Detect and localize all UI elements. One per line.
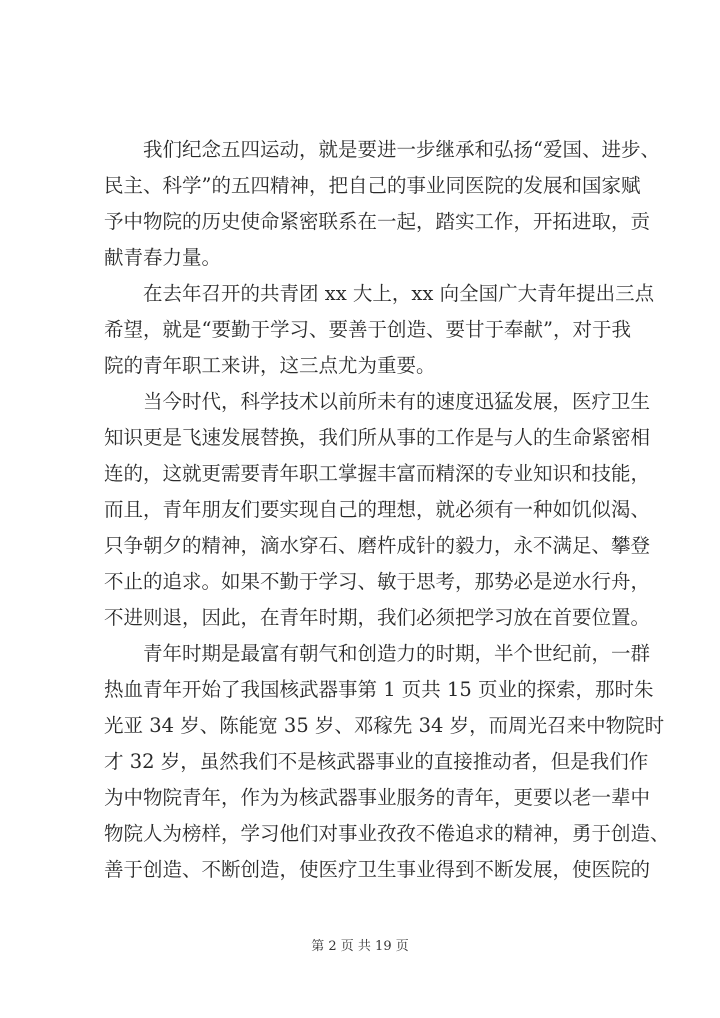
text-line: 热血青年开始了我国核武器事第 1 页共 15 页业的探索，那时朱 — [104, 678, 654, 701]
paragraph-4 — [104, 636, 670, 888]
text-line: 予中物院的历史使命紧密联系在一起，踏实工作，开拓进取，贡 — [104, 210, 651, 233]
text-line: 不止的追求。如果不勤于学习、敏于思考，那势必是逆水行舟， — [104, 570, 651, 593]
paragraph-3 — [104, 384, 651, 636]
text-line: 不进则退，因此，在青年时期，我们必须把学习放在首要位置。 — [104, 606, 651, 629]
text-line: 物院人为榜样，学习他们对事业孜孜不倦追求的精神，勇于创造、 — [104, 822, 670, 845]
page-footer: 第 2 页 共 19 页 — [311, 939, 409, 954]
text-line: 希望，就是“要勤于学习、要善于创造、要甘于奉献”，对于我 — [104, 318, 631, 341]
text-line: 善于创造、不断创造，使医疗卫生事业得到不断发展，使医院的 — [104, 858, 651, 881]
text-line: 院的青年职工来讲，这三点尤为重要。 — [104, 354, 436, 377]
text-line: 连的，这就更需要青年职工掌握丰富而精深的专业知识和技能， — [104, 462, 651, 485]
document-body — [104, 132, 670, 888]
text-line: 光亚 34 岁、陈能宽 35 岁、邓稼先 34 岁，而周光召来中物院时 — [104, 714, 665, 737]
text-line: 而且，青年朋友们要实现自己的理想，就必须有一种如饥似渴、 — [104, 498, 651, 521]
text-line: 才 32 岁，虽然我们不是核武器事业的直接推动者，但是我们作 — [104, 750, 649, 773]
text-line: 民主、科学”的五四精神，把自己的事业同医院的发展和国家赋 — [104, 174, 641, 197]
text-line: 只争朝夕的精神，滴水穿石、磨杵成针的毅力，永不满足、攀登 — [104, 534, 651, 557]
paragraph-1 — [104, 132, 660, 276]
text-line: 当今时代，科学技术以前所未有的速度迅猛发展，医疗卫生 — [143, 390, 651, 413]
text-line: 我们纪念五四运动，就是要进一步继承和弘扬“爱国、进步、 — [143, 138, 660, 161]
text-line: 青年时期是最富有朝气和创造力的时期，半个世纪前，一群 — [143, 642, 651, 665]
paragraph-2 — [104, 276, 655, 384]
text-line: 献青春力量。 — [104, 246, 222, 269]
text-line: 在去年召开的共青团 xx 大上，xx 向全国广大青年提出三点 — [143, 282, 655, 305]
text-line: 为中物院青年，作为为核武器事业服务的青年，更要以老一辈中 — [104, 786, 651, 809]
text-line: 知识更是飞速发展替换，我们所从事的工作是与人的生命紧密相 — [104, 426, 651, 449]
